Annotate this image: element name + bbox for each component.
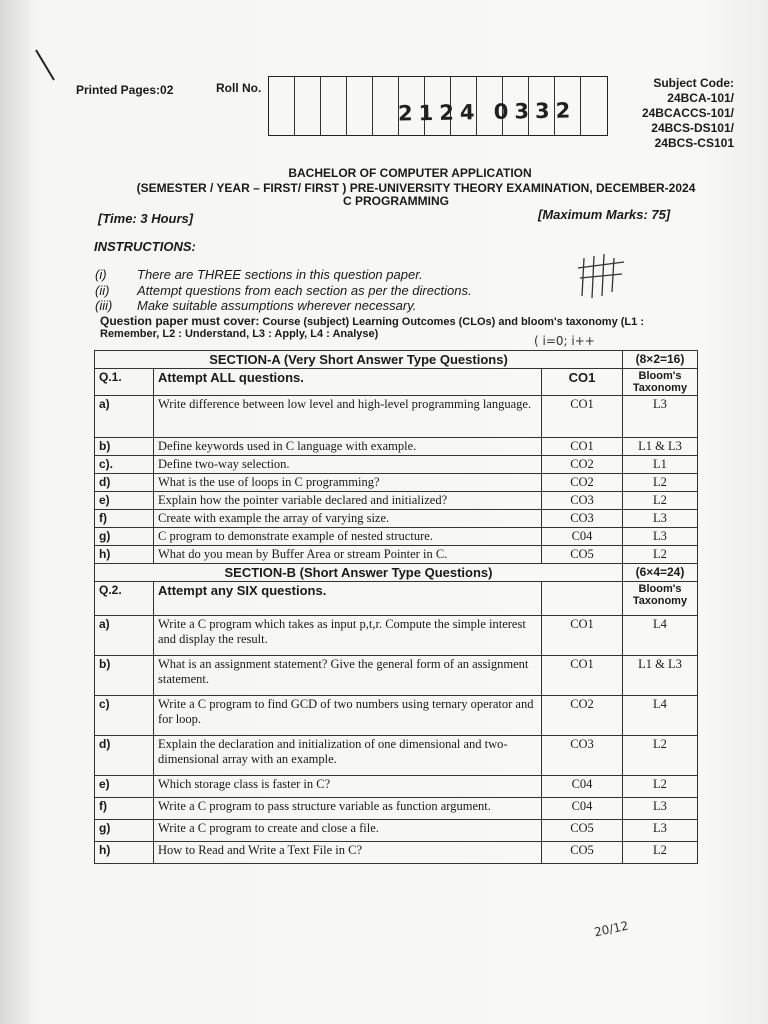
subject-code-2: 24BCACCS-101/ <box>641 106 734 120</box>
paper-left-edge <box>0 0 30 1024</box>
roll-number-handwritten: 2124 0332 <box>397 98 577 126</box>
table-row: g) Write a C program to create and close a file. CO5 L3 <box>95 820 698 842</box>
section-b-bt-head: Bloom's Taxonomy <box>623 582 698 616</box>
subject-code-block <box>624 76 734 151</box>
coverage-note-line2: Remember, L2 : Understand, L3 : Apply, L4 : Analyse) <box>100 328 379 340</box>
subject-code-4: 24BCS-CS101 <box>654 136 734 150</box>
table-row: e) Explain how the pointer variable declared and initialized? CO3 L2 <box>95 492 698 510</box>
table-row: a) Write a C program which takes as input p,t,r. Compute the simple interest and display the result. CO1 L4 <box>95 616 698 656</box>
section-b-marks: (6×4=24) <box>623 564 698 582</box>
table-row: b) Define keywords used in C language with example. CO1 L1 & L3 <box>95 438 698 456</box>
pen-stroke-icon <box>34 48 58 89</box>
table-row: c) Write a C program to find GCD of two numbers using ternary operator and for loop. CO2 L4 <box>95 696 698 736</box>
table-row: f) Write a C program to pass structure variable as function argument. C04 L3 <box>95 798 698 820</box>
roll-label: Roll No. <box>216 81 262 95</box>
section-a-co-head: CO1 <box>542 369 623 396</box>
table-row: e) Which storage class is faster in C? C04 L2 <box>95 776 698 798</box>
exam-title: (SEMESTER / YEAR – FIRST/ FIRST ) PRE-UNIVERSITY THEORY EXAMINATION, DECEMBER-2024 <box>136 181 696 195</box>
table-row: d) What is the use of loops in C programming? CO2 L2 <box>95 474 698 492</box>
table-row: h) What do you mean by Buffer Area or stream Pointer in C. CO5 L2 <box>95 546 698 564</box>
handwritten-margin-note: ( i=0; i++ <box>534 334 595 348</box>
instruction-item: (i) There are THREE sections in this question paper. <box>95 267 423 282</box>
program-title: BACHELOR OF COMPUTER APPLICATION <box>288 166 532 180</box>
subject-code-label: Subject Code: <box>653 76 734 90</box>
section-a-table <box>94 350 698 864</box>
coverage-note: Question paper must cover: Course (subject) Learning Outcomes (CLOs) and bloom's taxonomy (L1 : <box>100 314 644 328</box>
instruction-item: (ii) Attempt questions from each section as per the directions. <box>95 283 472 298</box>
section-a-q-label: Q.1. <box>95 369 154 396</box>
section-b-q-label: Q.2. <box>95 582 154 616</box>
course-title: C PROGRAMMING <box>343 194 449 208</box>
section-a-bt-head: Bloom's Taxonomy <box>623 369 698 396</box>
subject-code-3: 24BCS-DS101/ <box>651 121 734 135</box>
section-b-title: SECTION-B (Short Answer Type Questions) <box>95 564 623 582</box>
printed-pages: Printed Pages:02 <box>76 83 174 97</box>
section-a-marks: (8×2=16) <box>623 351 698 369</box>
handwritten-signature: 20/12 <box>592 918 630 940</box>
table-row: a) Write difference between low level and high-level programming language. CO1 L3 <box>95 396 698 438</box>
section-a-q-text: Attempt ALL questions. <box>154 369 542 396</box>
table-row: h) How to Read and Write a Text File in C? CO5 L2 <box>95 842 698 864</box>
section-b-q-text: Attempt any SIX questions. <box>154 582 542 616</box>
table-row: g) C program to demonstrate example of nested structure. C04 L3 <box>95 528 698 546</box>
instructions-heading: INSTRUCTIONS: <box>94 239 196 254</box>
handwritten-scribble-icon <box>576 250 628 307</box>
table-row: b) What is an assignment statement? Give the general form of an assignment statement. CO1 L1 & L3 <box>95 656 698 696</box>
table-row: d) Explain the declaration and initialization of one dimensional and two-dimensional array with an example. CO3 L2 <box>95 736 698 776</box>
section-b-co-head <box>542 582 623 616</box>
max-marks-label: [Maximum Marks: 75] <box>538 207 671 222</box>
section-a-title: SECTION-A (Very Short Answer Type Questions) <box>95 351 623 369</box>
table-row: c). Define two-way selection. CO2 L1 <box>95 456 698 474</box>
table-row: f) Create with example the array of varying size. CO3 L3 <box>95 510 698 528</box>
instruction-item: (iii) Make suitable assumptions wherever necessary. <box>95 298 417 313</box>
time-label: [Time: 3 Hours] <box>98 211 194 226</box>
subject-code-1: 24BCA-101/ <box>667 91 734 105</box>
